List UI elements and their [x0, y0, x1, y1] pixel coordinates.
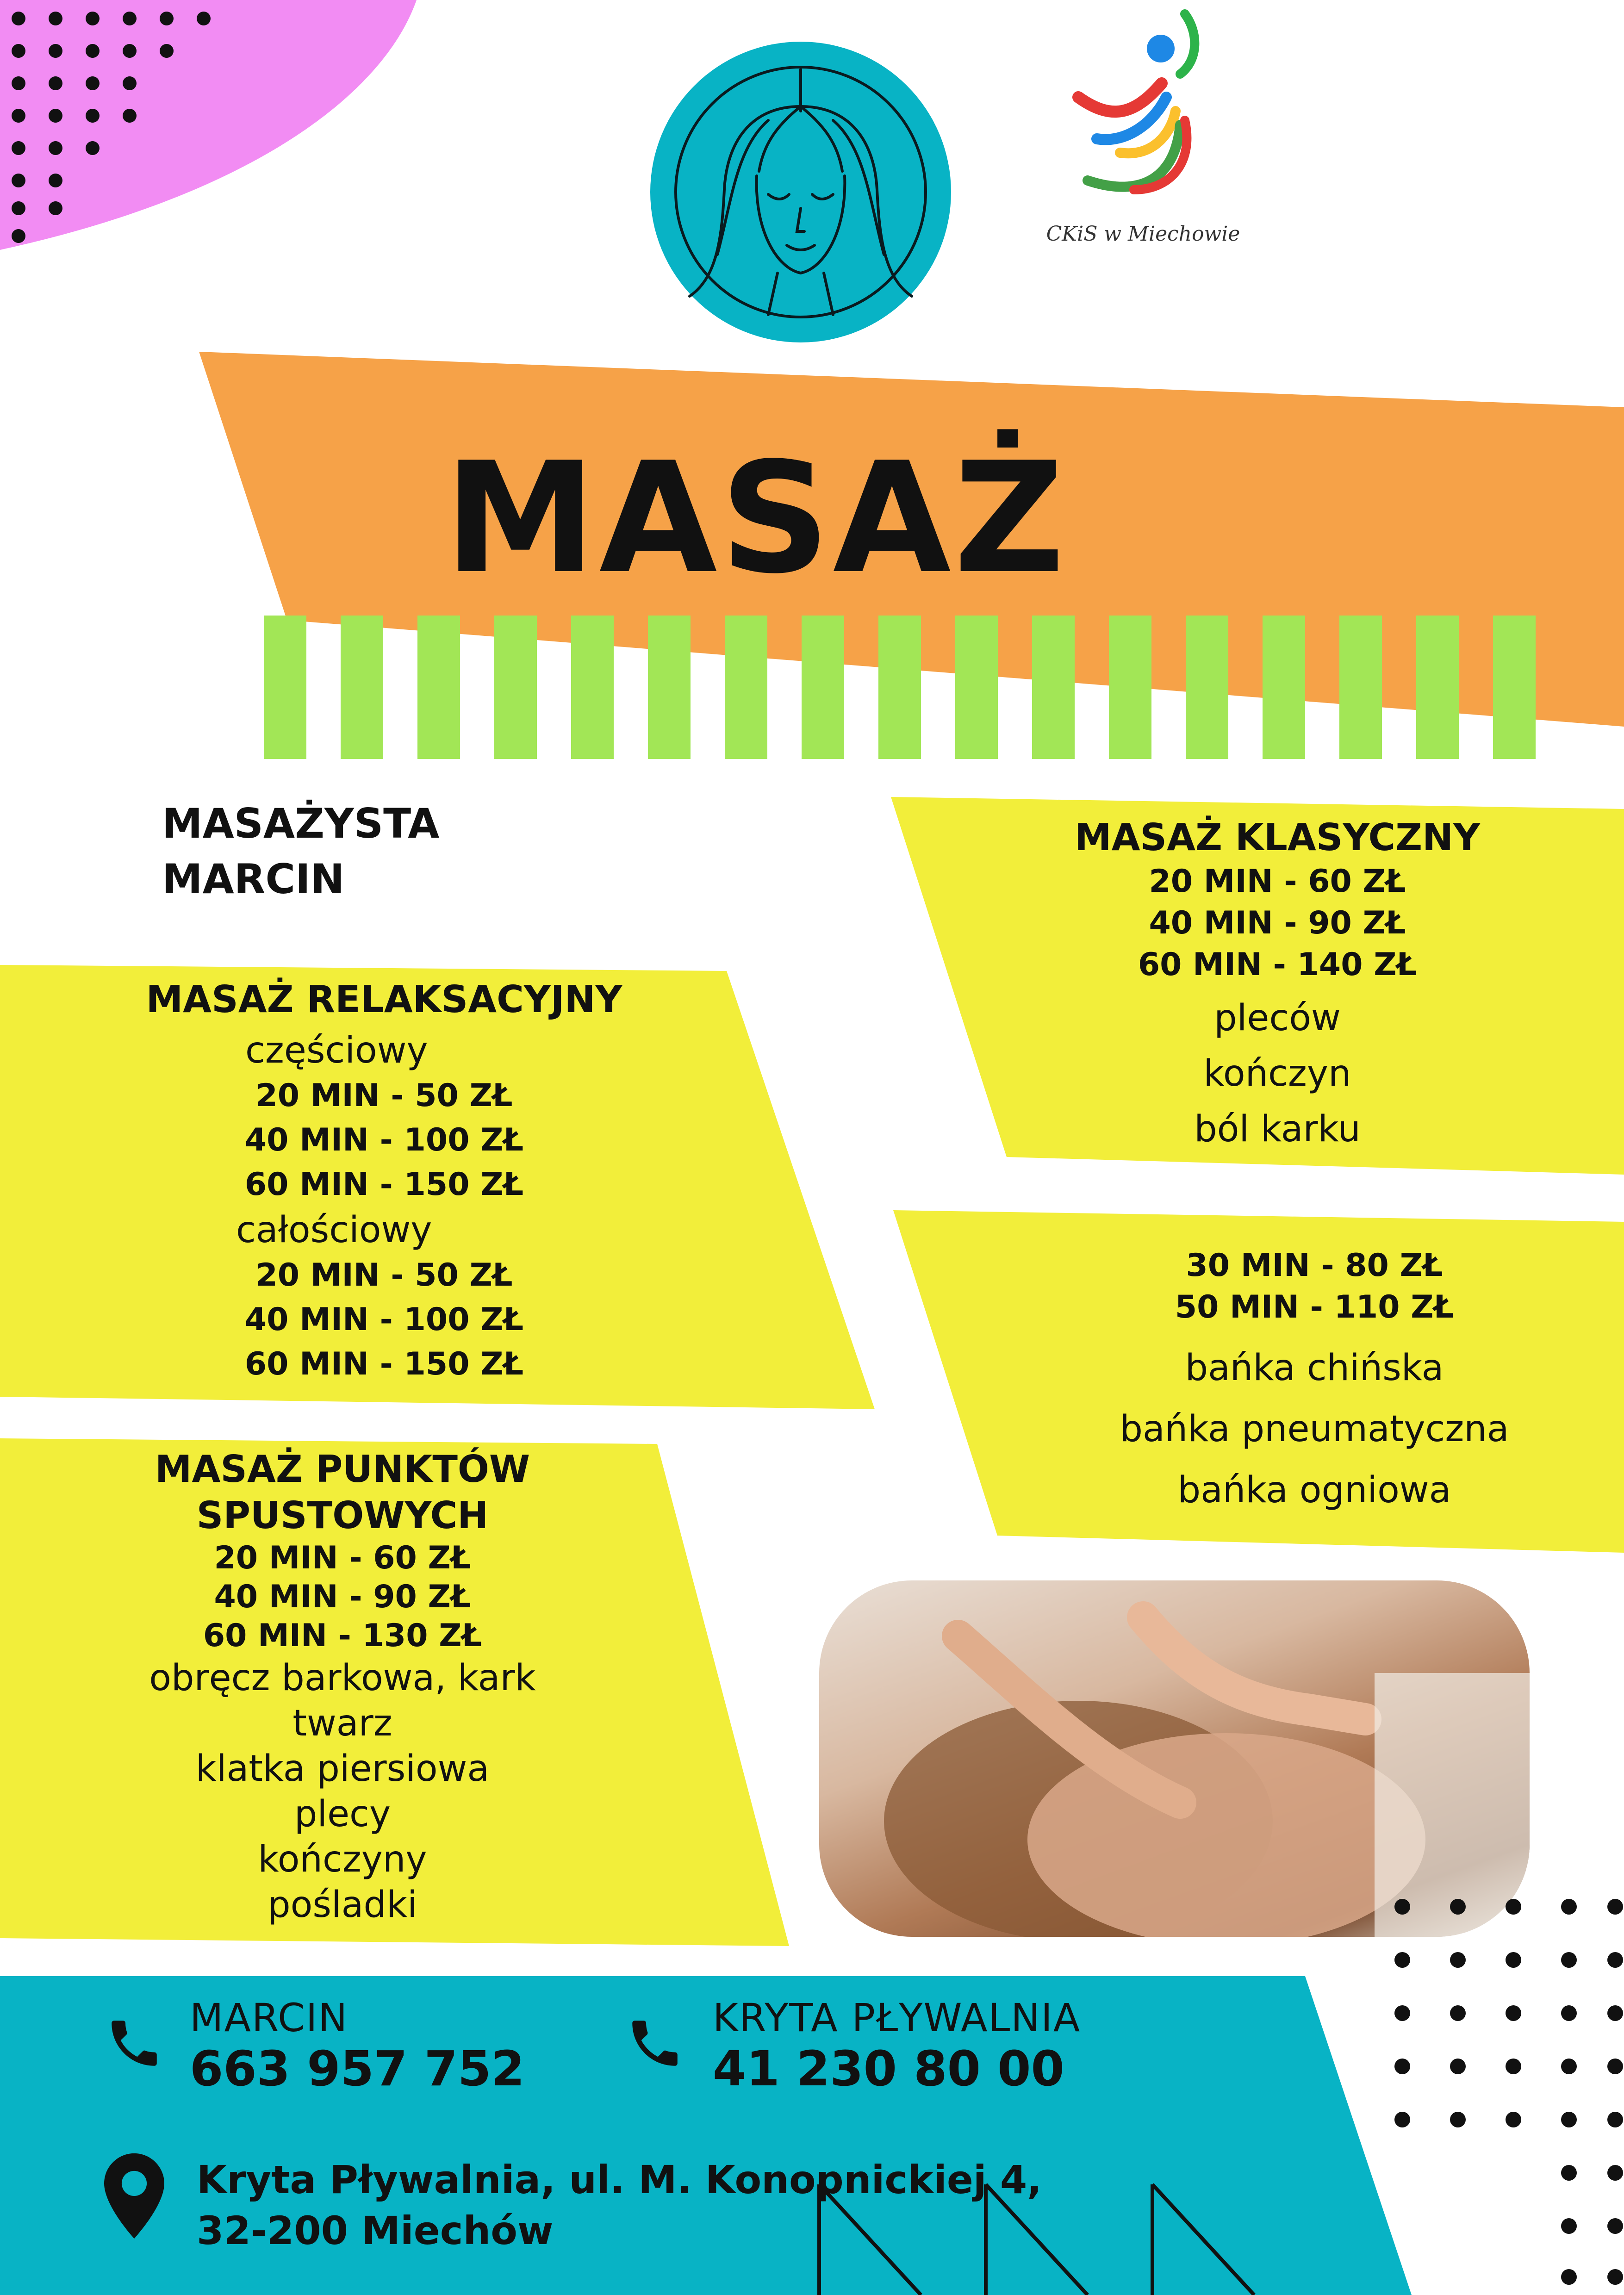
klasyczny-heading: MASAŻ KLASYCZNY — [1074, 816, 1481, 859]
price-row: 60 MIN - 140 ZŁ — [1138, 946, 1417, 983]
price-row: 20 MIN - 50 ZŁ — [255, 1257, 513, 1294]
price-row: 60 MIN - 150 ZŁ — [244, 1166, 524, 1203]
dot-pattern — [1384, 1888, 1624, 2295]
therapist-line-2: MARCIN — [162, 855, 345, 903]
area-row: kończyny — [258, 1839, 427, 1880]
relaksacyjny-part2-label: całościowy — [236, 1209, 432, 1251]
cupping-row: bańka chińska — [1185, 1347, 1444, 1389]
therapist-line-1: MASAŻYSTA — [162, 800, 440, 847]
area-row: kończyn — [1203, 1053, 1351, 1095]
price-row: 60 MIN - 130 ZŁ — [203, 1617, 482, 1654]
price-row: 20 MIN - 60 ZŁ — [1149, 863, 1406, 900]
area-row: obręcz barkowa, kark — [149, 1657, 536, 1699]
contact-person-label: MARCIN — [190, 1995, 348, 2040]
address-line-1: Kryta Pływalnia, ul. M. Konopnickiej 4, — [197, 2157, 1042, 2202]
price-row: 40 MIN - 100 ZŁ — [244, 1122, 524, 1158]
location-pin-icon — [104, 2152, 164, 2240]
phone-icon — [625, 2013, 685, 2073]
area-row: plecy — [294, 1793, 391, 1835]
price-row: 40 MIN - 90 ZŁ — [1149, 905, 1406, 941]
price-row: 40 MIN - 90 ZŁ — [214, 1579, 471, 1615]
relaksacyjny-part1-label: częściowy — [245, 1030, 428, 1071]
punktow-heading-1: MASAŻ PUNKTÓW — [155, 1448, 530, 1491]
price-row: 60 MIN - 150 ZŁ — [244, 1346, 524, 1382]
ckis-caption: CKiS w Miechowie — [1046, 222, 1240, 246]
price-row: 50 MIN - 110 ZŁ — [1175, 1289, 1454, 1325]
address — [197, 2154, 1042, 2256]
massage-photo-illustration — [819, 1580, 1530, 1937]
phone-icon — [104, 2013, 164, 2073]
area-row: ból karku — [1194, 1108, 1361, 1150]
contact-person-phone[interactable]: 663 957 752 — [190, 2040, 525, 2097]
massage-photo — [819, 1580, 1530, 1937]
contact-person — [190, 1995, 525, 2096]
klasyczny-block — [1000, 815, 1555, 1157]
area-row: pośladki — [268, 1884, 417, 1926]
price-row: 20 MIN - 60 ZŁ — [214, 1540, 471, 1576]
contact-venue-label: KRYTA PŁYWALNIA — [713, 1995, 1081, 2040]
area-row: pleców — [1214, 997, 1341, 1039]
contact-venue-phone[interactable]: 41 230 80 00 — [713, 2040, 1064, 2097]
area-row: klatka piersiowa — [195, 1748, 490, 1790]
area-row: twarz — [292, 1703, 392, 1744]
contact-venue — [713, 1995, 1081, 2096]
price-row: 20 MIN - 50 ZŁ — [255, 1077, 513, 1114]
punktow-heading-2: SPUSTOWYCH — [196, 1494, 489, 1537]
cupping-row: bańka pneumatyczna — [1120, 1408, 1509, 1450]
address-line-2: 32-200 Miechów — [197, 2208, 554, 2253]
banki-block — [1037, 1245, 1592, 1521]
relaksacyjny-heading: MASAŻ RELAKSACYJNY — [146, 978, 622, 1021]
relaksacyjny-part1 — [130, 1027, 639, 1387]
price-row: 30 MIN - 80 ZŁ — [1186, 1247, 1443, 1284]
page-title: MASAŻ — [444, 429, 1068, 607]
price-row: 40 MIN - 100 ZŁ — [244, 1301, 524, 1338]
cupping-row: bańka ogniowa — [1177, 1469, 1451, 1511]
punktow-block — [83, 1446, 602, 1928]
relaksacyjny-block — [83, 976, 685, 1023]
